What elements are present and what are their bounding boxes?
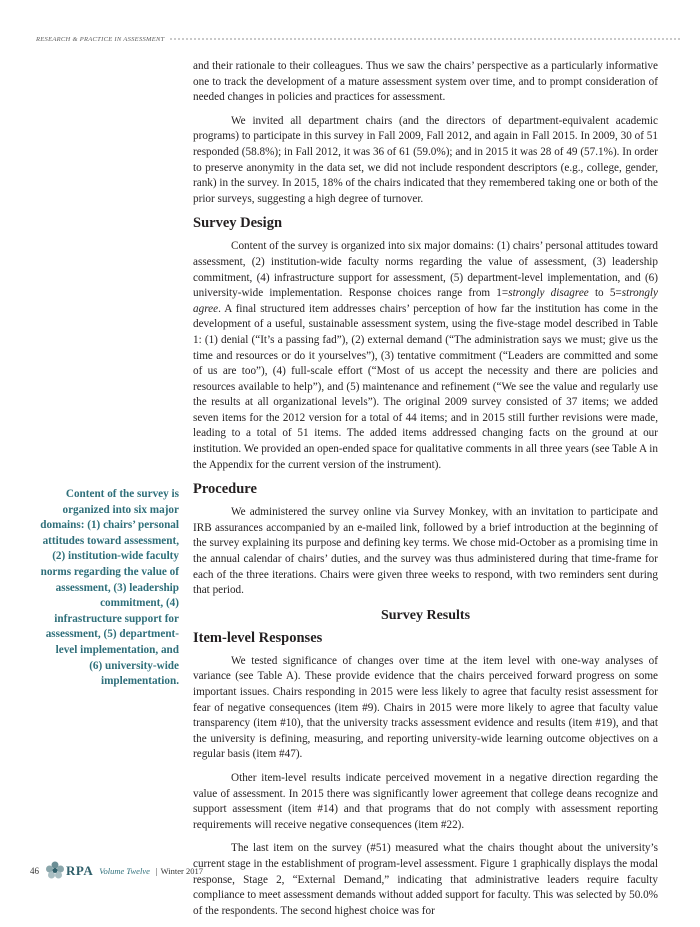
paragraph-item-level-2: Other item-level results indicate perceived movement in a negative direction regarding the value of assessment. In 2015 there was significantly lower agreement that college deans recognize and support assessment (item #14) and that programs that do not comply with assessment reporting requirements will receive negative consequences (item #22). (193, 771, 658, 831)
emphasis-strongly-agree: strongly agree (193, 287, 658, 315)
rpa-logo (45, 860, 93, 882)
page-footer (30, 858, 203, 884)
paragraph-item-level-3: The last item on the survey (#51) measured what the chairs thought about the university’s current stage in the establishment of program-level assessment. Figure 1 graphically displays the modal response, Stage 2, “External Demand,” indicating that administrative leaders require faculty compliance to meet assessment demands without added support for faculty. This was selected by 50.0% of the respondents. The second highest choice was for (193, 842, 658, 917)
heading-survey-design: Survey Design (193, 215, 283, 232)
page-number: 46 (30, 866, 39, 876)
paragraph-procedure: We administered the survey online via Survey Monkey, with an invitation to participate and IRB assurances accompanied by an e-mailed link, followed by a brief introduction at the beginning of the survey explaining its purpose and defining key terms. We chose mid-October as a promising time in the annual calendar of chairs’ duties, and the survey was thus administered during that time-frame for each of the three iterations. Chairs were given three weeks to respond, with two reminders sent during that period. (193, 506, 658, 597)
pull-quote: Content of the survey is organized into six major domains: (1) chairs’ personal attitudes toward assessment, (2) institution-wide faculty norms regarding the value of assessment, (3) leadership commitment, (4) infrastructure support for assessment, (5) department-level implementation, and (6) university-wide implementation. (40, 488, 179, 688)
volume-label: Volume Twelve (99, 866, 150, 876)
running-header (36, 32, 680, 46)
text-run: . A final structured item addresses chairs’ perception of how far the institution has come in the development of a useful, sustainable assessment system, using the five-stage model described in Table 1: (1) denial (“It’s a passing fad”), (2) external demand (“The administration says we must; give us the time and resources or do it yourselves”), (3) tentative commitment (“Leaders are committed and some of us are too”), (4) full-scale effort (“Most of us accept the necessity and there are policies and resources available to help”), and (5) maintenance and refinement (“We see the value and regularly use the results at all organizational levels”). The original 2009 survey consisted of 37 items; we added seven items for the 2012 version for a total of 44 items; and in 2015 still further revisions were made, leading to a total of 51 items. The added items addressed changing facts on the ground at our institution. We provided an open-ended space for qualitative comments in all three years (see Table A in the Appendix for the current version of the instrument). (193, 302, 658, 471)
text-run: to 5= (588, 287, 622, 300)
running-title: RESEARCH & PRACTICE IN ASSESSMENT (36, 35, 165, 43)
paragraph-invitation: We invited all department chairs (and the directors of department-equivalent academic programs) to participate in this survey in Fall 2009, Fall 2012, and again in Fall 2015. In 2009, 30 of 51 responded (58.8%); in Fall 2012, it was 36 of 61 (59.0%); and in 2015 it was 28 of 49 (57.1%). In order to preserve anonymity in the data set, we did not include respondent descriptors (e.g., college, gender, rank) in the survey. In 2015, 18% of the chairs indicated that they remembered taking one or both of the prior surveys, suggesting a high degree of turnover. (193, 114, 658, 205)
text-run: Content of the survey is organized into six major domains: (1) chairs’ personal attitudes toward assessment, (2) institution-wide faculty norms regarding the value of assessment, (3) leadership commitment, (4) infrastructure support for assessment, (5) department-level implementation, and (6) university-wide implementation. Response choices range from 1= (193, 240, 658, 300)
emphasis-strongly-disagree: strongly disagree (508, 287, 589, 300)
main-column (193, 59, 658, 927)
paragraph-survey-design (193, 239, 658, 473)
flower-icon (45, 860, 65, 882)
footer-separator: | (155, 866, 158, 876)
heading-survey-results: Survey Results (380, 607, 471, 623)
header-dotted-rule (169, 38, 680, 40)
heading-item-level-responses: Item-level Responses (193, 629, 323, 646)
paragraph-intro: and their rationale to their colleagues. Thus we saw the chairs’ perspective as a particularly informative one to track the development of a mature assessment system over time, and to prompt consideration of needed changes in policies and practices for assessment. (193, 60, 658, 104)
issue-label: Winter 2017 (160, 866, 203, 876)
heading-procedure: Procedure (193, 481, 257, 498)
logo-text: RPA (66, 863, 94, 878)
paragraph-item-level-1: We tested significance of changes over time at the item level with one-way analyses of variance (see Table A). These provide evidence that the chairs perceived forward progress on some important issues. Chairs responding in 2015 were less likely to agree that faculty resist assessment for fear of negative consequences (item #9). Chairs in 2015 were more likely to agree that faculty value transparency (item #10), that the university tracks assessment evidence and results (item #19), and that the university is defining, measuring, and reporting university-wide learning outcome objectives on a regular basis (item #47). (193, 654, 658, 761)
